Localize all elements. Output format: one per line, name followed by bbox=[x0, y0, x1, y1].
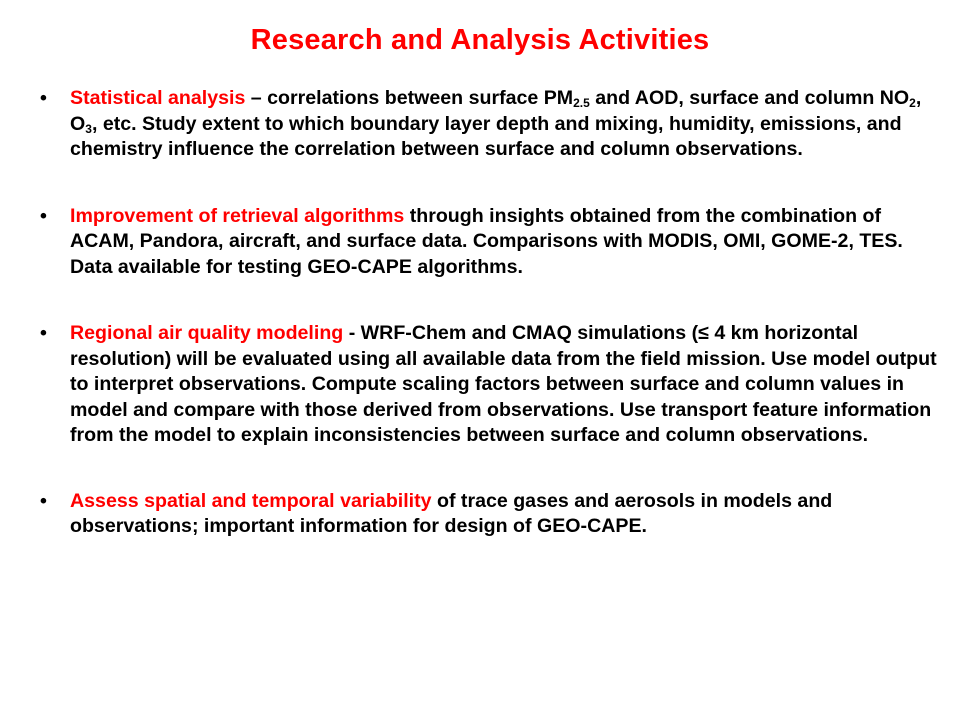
bullet-highlight: Statistical analysis bbox=[70, 87, 246, 109]
bullet-text: , O bbox=[70, 87, 922, 135]
bullet-text: and AOD, surface and column NO bbox=[589, 87, 910, 109]
bullet-statistical-analysis bbox=[40, 86, 940, 163]
bullet-dot-icon: • bbox=[40, 489, 47, 512]
bullet-dot-icon: • bbox=[40, 87, 47, 109]
bullet-list bbox=[40, 86, 940, 579]
subscript-no2: 2 bbox=[909, 96, 916, 110]
bullet-text: of trace gases and aerosols in models and observations; important information for design of GEO-CAPE. bbox=[70, 489, 833, 537]
bullet-text: , etc. Study extent to which boundary layer depth and mixing, humidity, emissions, and chemistry influence the correlation between surface and column observations. bbox=[70, 112, 902, 160]
bullet-retrieval-algorithms bbox=[40, 204, 940, 281]
bullet-dot-icon: • bbox=[40, 322, 47, 344]
bullet-highlight: Assess spatial and temporal variability bbox=[70, 489, 432, 512]
bullet-dot-icon: • bbox=[40, 204, 47, 227]
bullet-spatial-temporal bbox=[40, 489, 940, 540]
bullet-highlight: Improvement of retrieval algorithms bbox=[70, 204, 405, 227]
bullet-text: - WRF-Chem and CMAQ simulations (≤ 4 km horizontal resolution) will be evaluated using all available data from the field mission. Use model output to interpret observations. Compute scaling factors between surface and column values in model and compare with those derived from observations. Use transport feature information from the model to explain inconsistencies between surface and column observations. bbox=[70, 322, 937, 446]
bullet-regional-modeling bbox=[40, 321, 940, 449]
subscript-pm: 2.5 bbox=[573, 96, 590, 110]
bullet-highlight: Regional air quality modeling bbox=[70, 322, 344, 344]
subscript-o3: 3 bbox=[85, 121, 92, 136]
slide-title: Research and Analysis Activities bbox=[250, 24, 710, 56]
bullet-text: – correlations between surface PM bbox=[245, 87, 574, 109]
bullet-text: through insights obtained from the combination of ACAM, Pandora, aircraft, and surface data. Comparisons with MODIS, OMI, GOME-2, TES. Data available for testing GEO-CAPE algorithms. bbox=[70, 204, 903, 278]
